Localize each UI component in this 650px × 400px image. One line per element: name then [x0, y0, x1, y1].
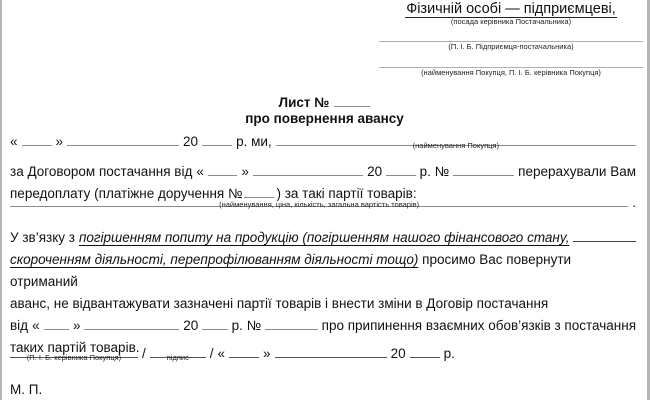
- blank-contract-day: [208, 163, 238, 176]
- request-line4-end: про припинення взаємних обов’язків з постачання: [321, 318, 637, 333]
- addressee-text: Фізичній особі — підприємцеві,: [406, 1, 616, 17]
- goods-period: .: [632, 195, 636, 210]
- quote-open: «: [196, 164, 204, 179]
- blank-amendment-day: [44, 317, 69, 330]
- blank-day: [22, 133, 52, 146]
- document-title: [2, 94, 647, 127]
- slash: /: [209, 346, 214, 361]
- quote-open: «: [32, 318, 40, 333]
- caption-signature: підпис: [166, 353, 189, 362]
- year-prefix: 20: [183, 318, 199, 333]
- quote-close: »: [241, 164, 249, 179]
- request-line2-normal: просимо Вас повернути отриманий: [10, 252, 572, 289]
- contract-line1-start: за Договором постачання від: [10, 164, 193, 179]
- caption-signatory: (П. І. Б. керівника Покупця): [26, 353, 122, 362]
- blank-entrepreneur-name: [379, 27, 643, 42]
- contract-line1-end: перерахували Вам: [518, 164, 636, 179]
- blank-signature: [150, 345, 206, 362]
- goods-line: [10, 192, 636, 214]
- request-line3: аванс, не відвантажувати зазначені партії товарів і внести зміни в Договір постачання: [10, 296, 549, 311]
- blank-buyer-name: [379, 52, 643, 68]
- request-line2-italic: скороченням діяльності, перепрофілюванням діяльності тощо): [10, 252, 419, 267]
- title-line1: Лист №: [278, 95, 330, 110]
- request-line1-italic: погіршенням попиту на продукцію (погіршенням нашого фінансового стану,: [78, 230, 570, 245]
- blank-letter-number: [334, 94, 370, 107]
- request-paragraph: [10, 227, 636, 359]
- caption-position: (посада керівника Постачальника): [450, 17, 572, 26]
- slash: /: [142, 346, 146, 361]
- after-year: р. ми,: [236, 134, 272, 149]
- blank-amendment-year: [202, 317, 227, 330]
- quote-close: »: [72, 318, 81, 333]
- caption-goods: (найменування, ціна, кількість, загальна вартість товарів): [219, 200, 420, 209]
- addressee-heading: [379, 1, 643, 17]
- contract-line2-end: ) за такі партії товарів:: [276, 186, 417, 201]
- quote-close: »: [263, 346, 271, 361]
- year-prefix: 20: [390, 346, 406, 361]
- blank-contract-year: [386, 163, 416, 176]
- blank-month: [67, 133, 179, 146]
- signature-line: [10, 343, 587, 365]
- after-year: р. №: [231, 318, 262, 333]
- year-prefix: 20: [183, 134, 199, 149]
- blank-contract-number: [453, 163, 514, 176]
- year-prefix: 20: [367, 164, 383, 179]
- title-line2: про повернення авансу: [245, 111, 404, 126]
- caption-buyer: (найменування Покупця, П. І. Б. керівника Покупця): [421, 68, 601, 77]
- blank-contract-month: [253, 163, 363, 176]
- blank-year: [202, 133, 232, 146]
- blank-buyer-company: [276, 133, 636, 150]
- stamp-label: М. П.: [10, 382, 43, 397]
- blank-signature-day: [229, 345, 259, 358]
- request-line4-start: від: [10, 318, 29, 333]
- blank-signature-month: [275, 345, 387, 358]
- addressee-block: [379, 1, 643, 78]
- request-line5: таких партій товарів.: [10, 340, 140, 355]
- blank-signature-year: [410, 345, 440, 358]
- blank-reason-fill: [573, 229, 636, 242]
- date-line: [10, 131, 636, 153]
- blank-amendment-month: [84, 317, 179, 330]
- quote-close: »: [55, 134, 64, 149]
- blank-amendment-number: [265, 317, 317, 330]
- contract-line2-start: передоплату (платіжне доручення №: [10, 186, 243, 201]
- quote-open: «: [217, 346, 226, 361]
- blank-signatory-name: [10, 345, 138, 362]
- year-suffix: р.: [443, 346, 455, 361]
- after-year: р. №: [419, 164, 450, 179]
- caption-entrepreneur: (П. І. Б. Підприємця-постачальника): [448, 42, 574, 51]
- caption-buyer-name: (найменування Покупця): [412, 141, 499, 150]
- request-line1-normal: У зв’язку з: [10, 230, 75, 245]
- blank-goods-list: [10, 192, 628, 207]
- quote-open: «: [10, 134, 18, 149]
